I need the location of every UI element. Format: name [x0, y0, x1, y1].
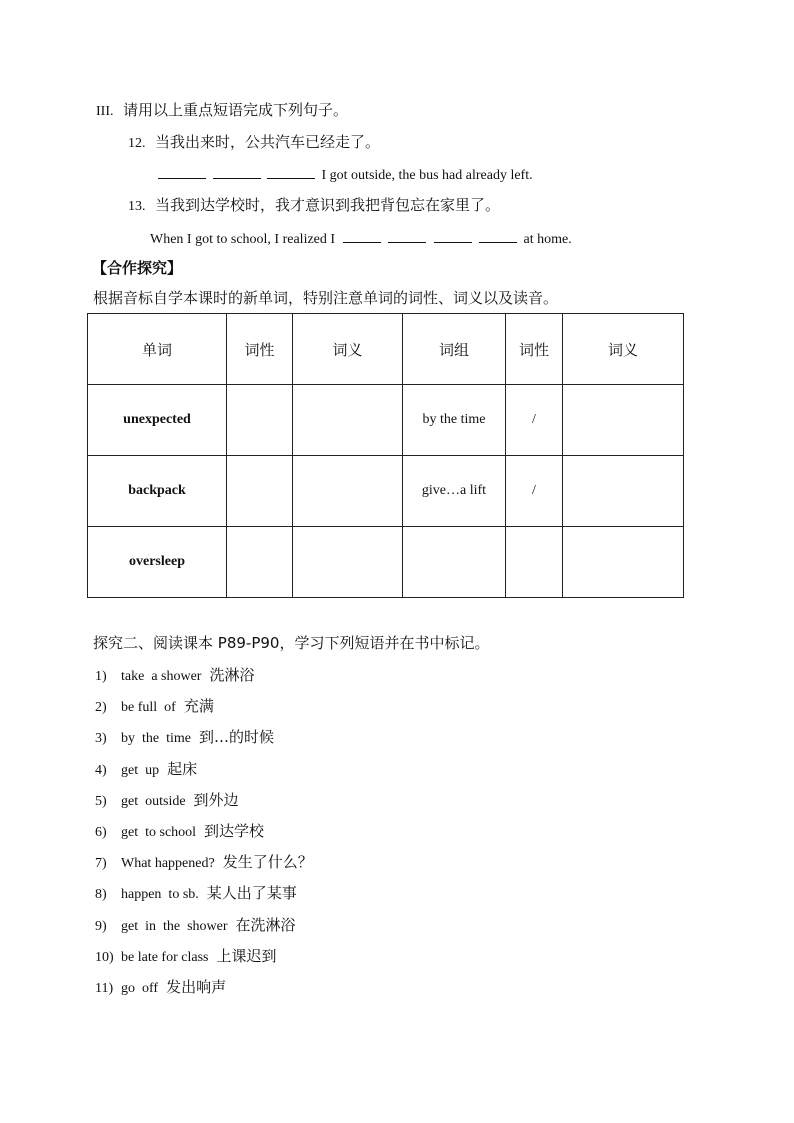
list-item-chinese: 发生了什么？: [222, 853, 313, 871]
list-item-chinese: 发出响声: [166, 978, 227, 996]
phrase-cell: give…a lift: [403, 456, 506, 527]
list-item-chinese: 在洗淋浴: [235, 916, 296, 934]
table-row: [88, 456, 684, 527]
question-13-sentence: [150, 228, 572, 249]
question-number: 12.: [128, 136, 146, 151]
list-item: [95, 791, 239, 811]
phrase-pos-cell: /: [506, 385, 563, 456]
list-item: [95, 697, 214, 717]
list-item-english: be late for class: [121, 950, 209, 965]
phrase-pos-cell: /: [506, 456, 563, 527]
question-chinese: 当我到达学校时，我才意识到我把背包忘在家里了。: [155, 196, 501, 214]
header-cell: 单词: [88, 314, 227, 385]
list-item-english: What happened?: [121, 856, 215, 871]
list-item-english: get to school: [121, 825, 197, 840]
list-item: [95, 853, 313, 873]
list-item: [95, 728, 274, 748]
answer-cell[interactable]: [227, 385, 293, 456]
list-item-number: 9): [95, 919, 107, 934]
header-cell: 词义: [563, 314, 684, 385]
sentence-text: When I got to school, I realized I: [150, 232, 336, 247]
coop-title: 【合作探究】: [92, 259, 183, 277]
answer-cell[interactable]: [293, 527, 403, 598]
list-item: [95, 822, 264, 842]
sentence-text: I got outside, the bus had already left.: [321, 168, 533, 183]
answer-cell[interactable]: [563, 527, 684, 598]
list-item-number: 4): [95, 763, 107, 778]
answer-blank[interactable]: [343, 228, 381, 243]
answer-cell[interactable]: [563, 456, 684, 527]
answer-cell[interactable]: [293, 456, 403, 527]
list-item-chinese: 某人出了某事: [206, 884, 297, 902]
list-item-chinese: 充满: [183, 697, 214, 715]
list-item: [95, 947, 276, 967]
header-cell: 词性: [506, 314, 563, 385]
list-item-english: be full of: [121, 700, 176, 715]
answer-cell[interactable]: [563, 385, 684, 456]
answer-cell[interactable]: [227, 456, 293, 527]
vocab-table: [87, 313, 684, 598]
list-item-english: by the time: [121, 731, 191, 746]
explore2-title: 探究二、阅读课本 P89-P90，学习下列短语并在书中标记。: [93, 634, 490, 652]
list-item-number: 2): [95, 700, 107, 715]
list-item-english: go off: [121, 981, 159, 996]
answer-cell[interactable]: [293, 385, 403, 456]
answer-blank[interactable]: [213, 164, 261, 179]
table-header-row: [88, 314, 684, 385]
answer-blank[interactable]: [388, 228, 426, 243]
list-item-chinese: 到达学校: [204, 822, 265, 840]
section-instruction: 请用以上重点短语完成下列句子。: [123, 101, 349, 119]
section-number: III.: [96, 104, 114, 119]
list-item-chinese: 到外边: [193, 791, 239, 809]
table-row: [88, 527, 684, 598]
list-item-number: 11): [95, 981, 114, 996]
list-item-number: 6): [95, 825, 107, 840]
list-item: [95, 978, 226, 998]
question-12-sentence: [158, 164, 533, 185]
answer-blank[interactable]: [158, 164, 206, 179]
question-number: 13.: [128, 199, 146, 214]
section-heading: [96, 101, 348, 121]
coop-intro: 根据音标自学本课时的新单词，特别注意单词的词性、词义以及读音。: [93, 289, 559, 307]
list-item-number: 1): [95, 669, 107, 684]
list-item-number: 3): [95, 731, 107, 746]
list-item-english: get in the shower: [121, 919, 228, 934]
word-cell: unexpected: [88, 385, 227, 456]
phrase-cell[interactable]: [403, 527, 506, 598]
list-item-english: happen to sb.: [121, 887, 199, 902]
list-item-number: 10): [95, 950, 114, 965]
list-item: [95, 884, 297, 904]
phrase-pos-cell[interactable]: [506, 527, 563, 598]
answer-cell[interactable]: [227, 527, 293, 598]
list-item-chinese: 上课迟到: [216, 947, 277, 965]
question-12: [128, 133, 380, 153]
list-item-number: 7): [95, 856, 107, 871]
word-cell: backpack: [88, 456, 227, 527]
sentence-text: at home.: [523, 232, 572, 247]
list-item-english: get outside: [121, 794, 186, 809]
list-item: [95, 666, 254, 686]
list-item-english: take a shower: [121, 669, 202, 684]
list-item: [95, 916, 296, 936]
table-row: [88, 385, 684, 456]
word-cell: oversleep: [88, 527, 227, 598]
list-item-chinese: 洗淋浴: [209, 666, 255, 684]
phrase-cell: by the time: [403, 385, 506, 456]
header-cell: 词性: [227, 314, 293, 385]
header-cell: 词义: [293, 314, 403, 385]
list-item-english: get up: [121, 763, 160, 778]
question-13: [128, 196, 500, 216]
list-item: [95, 760, 197, 780]
list-item-chinese: 到…的时候: [199, 728, 275, 746]
list-item-number: 8): [95, 887, 107, 902]
list-item-chinese: 起床: [167, 760, 198, 778]
list-item-number: 5): [95, 794, 107, 809]
header-cell: 词组: [403, 314, 506, 385]
answer-blank[interactable]: [267, 164, 315, 179]
answer-blank[interactable]: [434, 228, 472, 243]
question-chinese: 当我出来时，公共汽车已经走了。: [155, 133, 381, 151]
answer-blank[interactable]: [479, 228, 517, 243]
